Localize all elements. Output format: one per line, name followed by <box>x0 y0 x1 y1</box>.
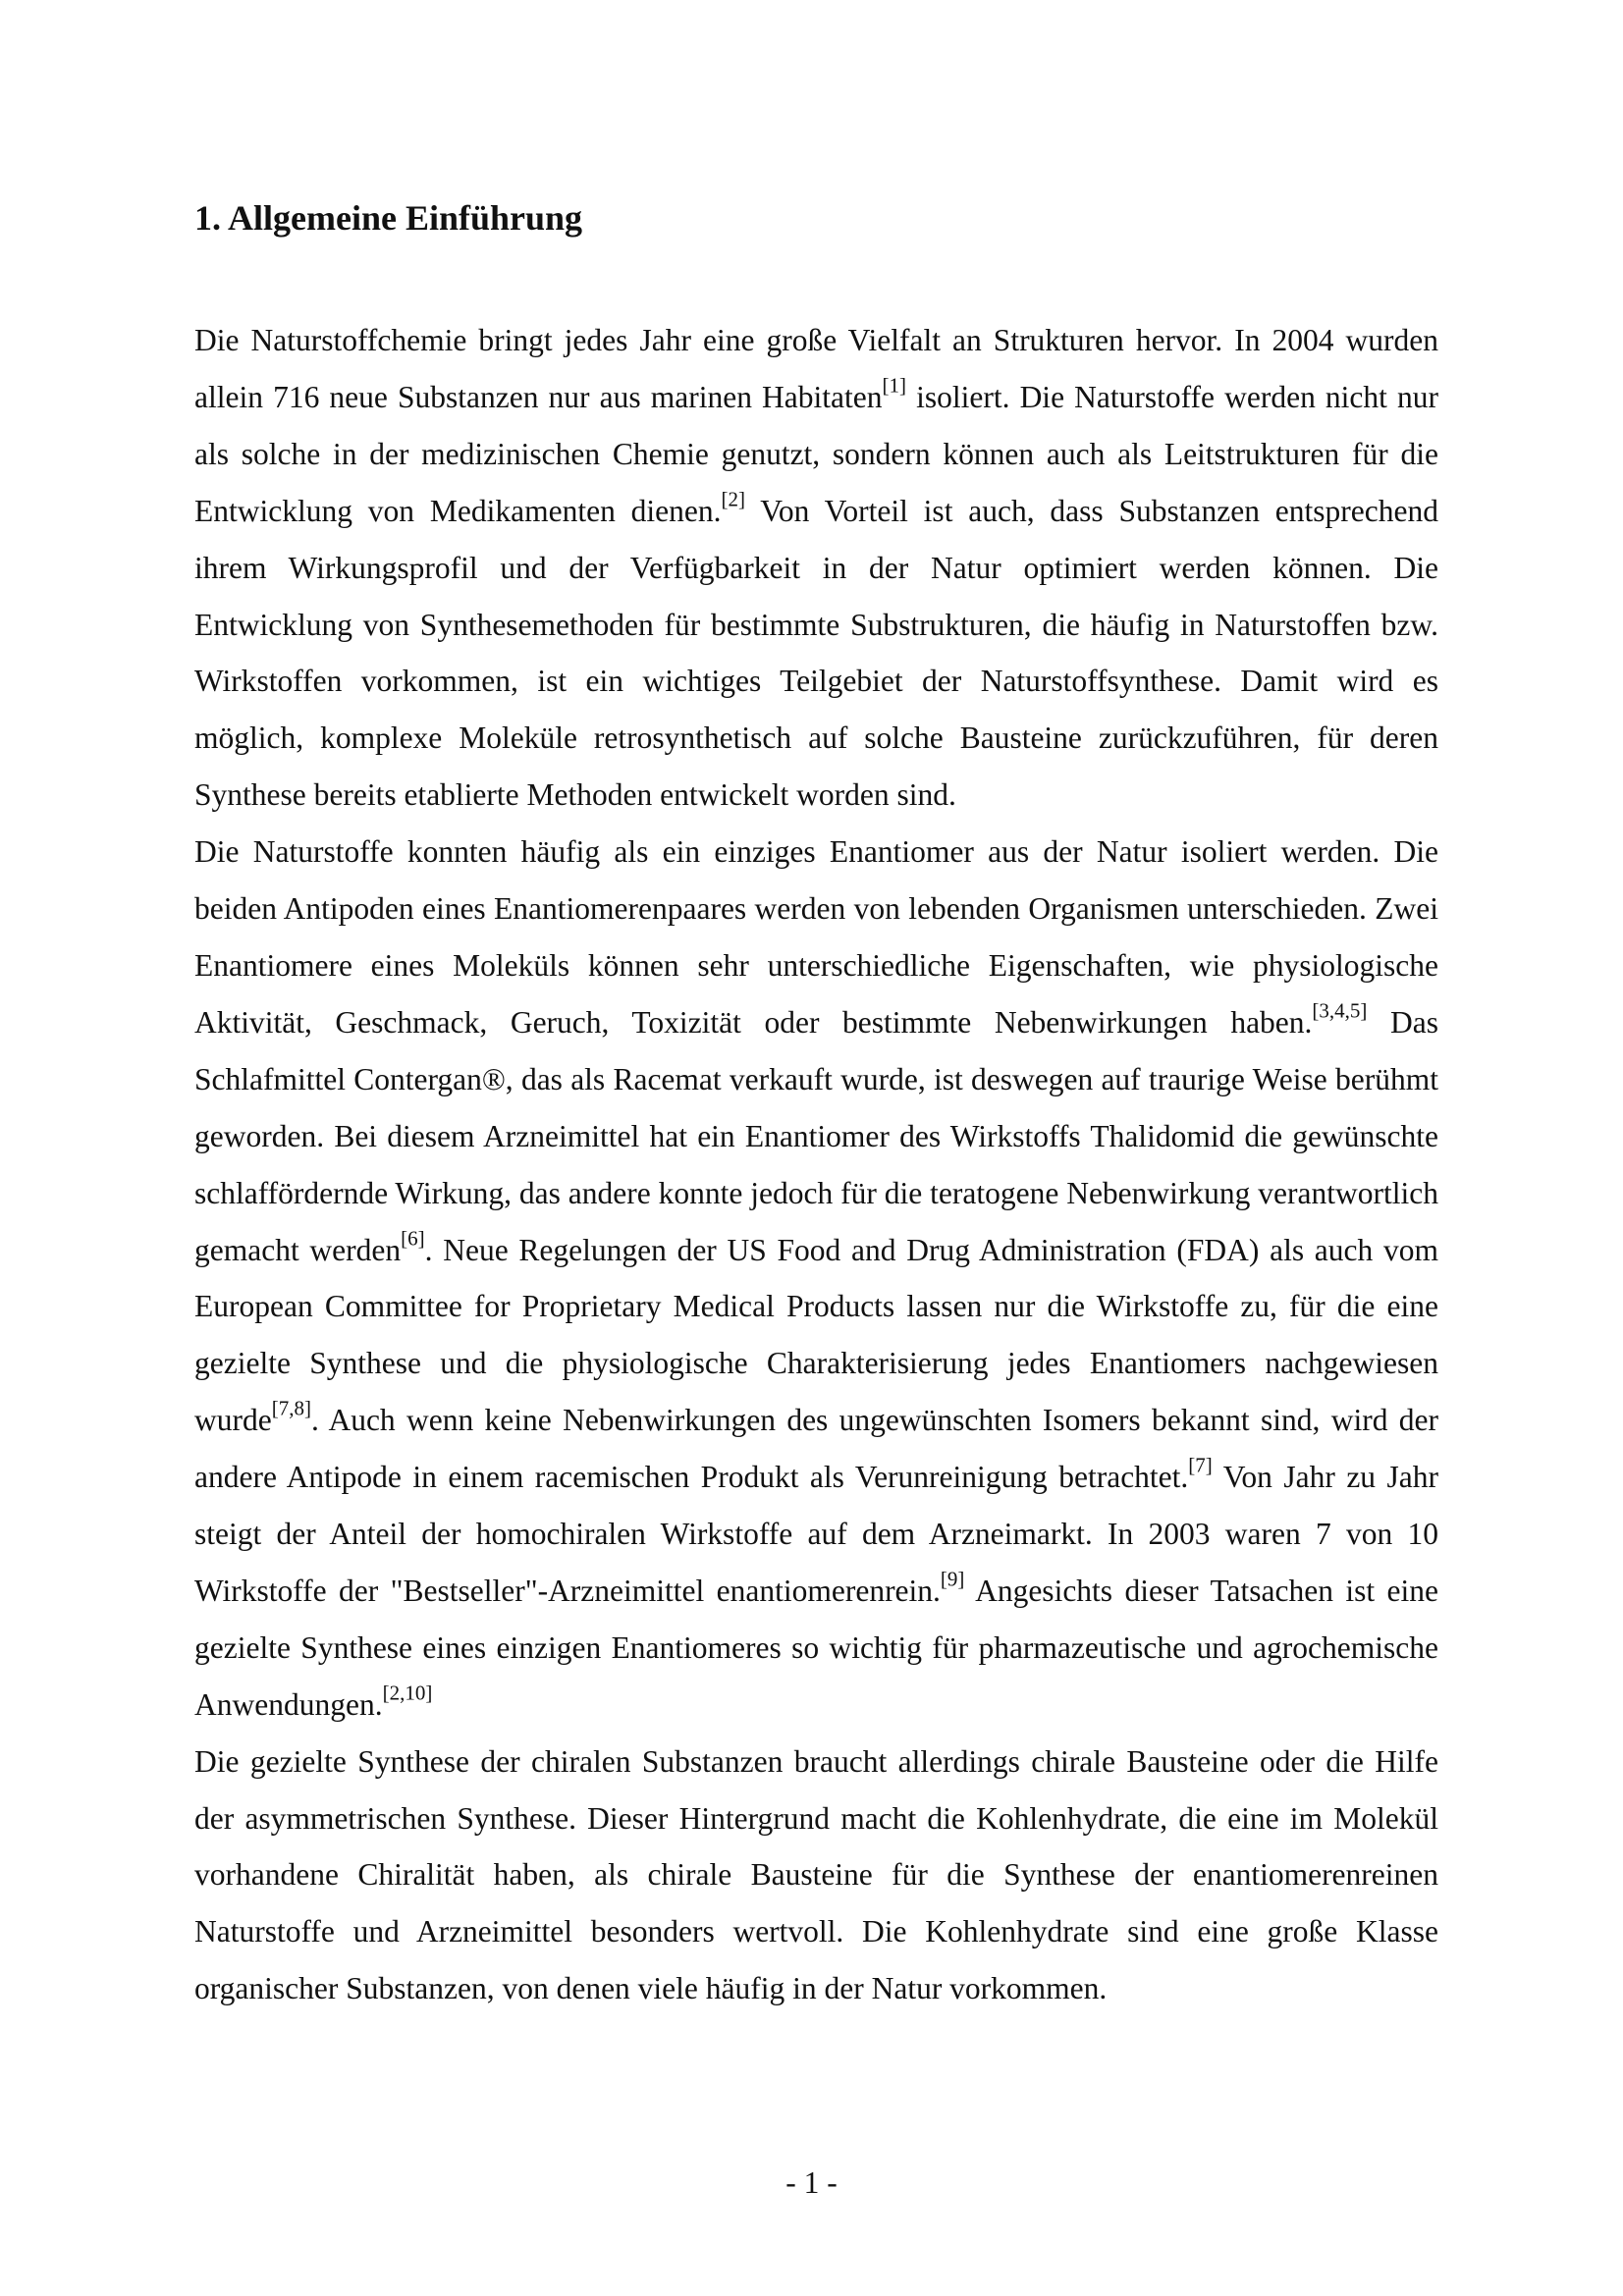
citation: [7] <box>1188 1453 1213 1477</box>
citation: [7,8] <box>271 1396 311 1420</box>
text-segment: Die gezielte Synthese der chiralen Substanzen braucht allerdings chirale Bausteine oder die Hilfe der asymmetrischen Synthese. Dieser Hintergrund macht die Kohlenhydrate, die eine im Molekül vorhandene Chiralität haben, als chirale Bausteine für die Synthese der enantiomerenreinen Naturstoffe und Arzneimittel besonders wertvoll. Die Kohlenhydrate sind eine große Klasse organischer Substanzen, von denen viele häufig in der Natur vorkommen. <box>194 1743 1438 2006</box>
paragraph-enantiomere <box>194 824 1438 1734</box>
text-segment: Angesichts dieser Tatsachen ist eine gezielte Synthese eines einzigen Enantiomeres so wichtig für pharmazeutische und agrochemische Anwendungen. <box>194 1573 1439 1722</box>
text-segment: Die Naturstoffchemie bringt jedes Jahr eine große Vielfalt an Strukturen hervor. In 2004 wurden allein 716 neue Substanzen nur aus marinen Habitaten <box>194 323 1438 414</box>
text-segment: Von Jahr zu Jahr steigt der Anteil der homochiralen Wirkstoffe auf dem Arzneimarkt. In 2003 waren 7 von 10 Wirkstoffe der "Bestseller"-Arzneimittel enantiomerenrein. <box>194 1460 1439 1608</box>
page-number: - 1 - <box>785 2165 838 2200</box>
citation: [9] <box>940 1567 965 1591</box>
text-segment: Von Vorteil ist auch, dass Substanzen entsprechend ihrem Wirkungsprofil und der Verfügbarkeit in der Natur optimiert werden können. Die Entwicklung von Synthesemethoden für bestimmte Substrukturen, die häufig in Naturstoffen bzw. Wirkstoffen vorkommen, ist ein wichtiges Teilgebiet der Naturstoffsynthese. Damit wird es möglich, komplexe Moleküle retrosynthetisch auf solche Bausteine zurückzuführen, für deren Synthese bereits etablierte Methoden entwickelt worden sind. <box>194 493 1438 813</box>
citation: [3,4,5] <box>1312 998 1368 1023</box>
text-segment: Die Naturstoffe konnten häufig als ein einziges Enantiomer aus der Natur isoliert werden. Die beiden Antipoden eines Enantiomerenpaares werden von lebenden Organismen unterschieden. Zwei Enantiomere eines Moleküls können sehr unterschiedliche Eigenschaften, wie physiologische Aktivität, Geschmack, Geruch, Toxizität oder bestimmte Nebenwirkungen haben. <box>194 834 1438 1040</box>
body-text <box>194 312 1438 2017</box>
citation: [2] <box>721 486 745 510</box>
citation: [1] <box>882 373 906 398</box>
text-segment: . Auch wenn keine Nebenwirkungen des ungewünschten Isomers bekannt sind, wird der andere Antipode in einem racemischen Produkt als Verunreinigung betrachtet. <box>194 1403 1438 1495</box>
text-segment: Das Schlafmittel Contergan®, das als Racemat verkauft wurde, ist deswegen auf traurige Weise berühmt geworden. Bei diesem Arzneimittel hat ein Enantiomer des Wirkstoffs Thalidomid die gewünschte schlaffördernde Wirkung, das andere konnte jedoch für die teratogene Nebenwirkung verantwortlich gemacht werden <box>194 1004 1438 1267</box>
citation: [2,10] <box>382 1681 433 1704</box>
text-segment: isoliert. Die Naturstoffe werden nicht nur als solche in der medizinischen Chemie genutzt, sondern können auch als Leitstrukturen für die Entwicklung von Medikamenten dienen. <box>194 379 1438 528</box>
text-segment: . Neue Regelungen der US Food and Drug Administration (FDA) als auch vom European Committee for Proprietary Medical Products lassen nur die Wirkstoffe zu, für die eine gezielte Synthese und die physiologische Charakterisierung jedes Enantiomers nachgewiesen wurde <box>194 1232 1438 1438</box>
citation: [6] <box>401 1225 425 1250</box>
section-heading: 1. Allgemeine Einführung <box>194 198 583 238</box>
paragraph-naturstoffchemie <box>194 312 1438 824</box>
paragraph-kohlenhydrate <box>194 1734 1438 2018</box>
